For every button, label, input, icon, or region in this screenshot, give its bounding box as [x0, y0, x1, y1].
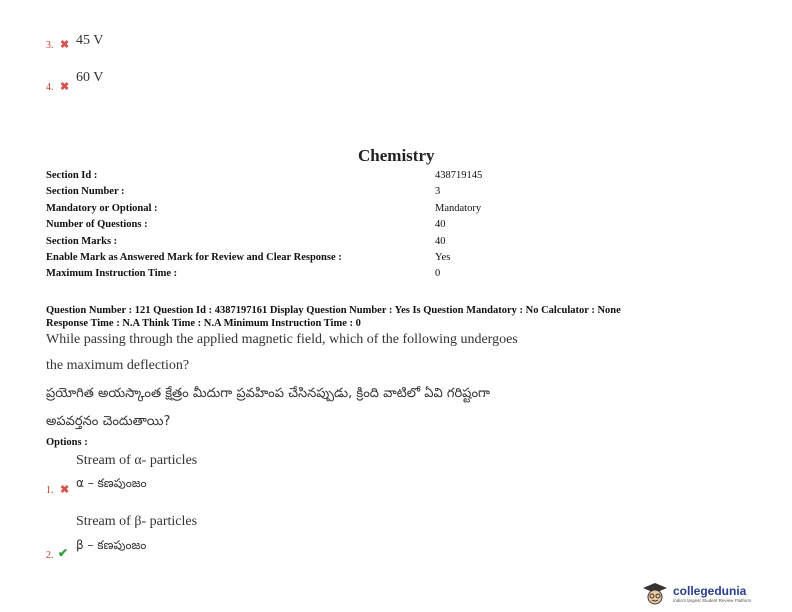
question-text-te-line2: అపవర్తనం చెందుతాయి? [46, 414, 171, 429]
enable-mark-label: Enable Mark as Answered Mark for Review and Clear Response : [46, 252, 342, 263]
check-icon: ✔ [58, 546, 69, 560]
question-meta-line2: Response Time : N.A Think Time : N.A Minimum Instruction Time : 0 [46, 318, 361, 329]
section-marks-value: 40 [435, 236, 446, 247]
collegedunia-logo [640, 580, 751, 606]
logo-name: collegedunia [673, 583, 747, 598]
mandatory-label: Mandatory or Optional : [46, 203, 158, 214]
question-text-en-line1: While passing through the applied magnetic field, which of the following undergoes [46, 332, 518, 347]
option-text-te: β – కణపుంజం [76, 538, 147, 552]
enable-mark-value: Yes [435, 252, 451, 263]
option-text-en: Stream of α- particles [76, 453, 198, 468]
cross-icon: ✖ [60, 484, 70, 496]
question-text-en-line2: the maximum deflection? [46, 358, 190, 373]
section-id-label: Section Id : [46, 170, 98, 181]
cross-icon: ✖ [60, 39, 70, 51]
question-text-te-line1: ప్రయోగిత అయస్కాంత క్షేత్రం మీదుగా ప్రవహింప చేసినప్పుడు, క్రింది వాటిలో ఏవి గరిష్టంగా [46, 386, 491, 401]
option-text-en: Stream of β- particles [76, 514, 198, 529]
graduate-mascot-icon [640, 580, 670, 606]
section-id-value: 438719145 [435, 170, 483, 181]
cross-icon: ✖ [60, 81, 70, 93]
option-number: 2. [46, 550, 54, 561]
num-questions-label: Number of Questions : [46, 219, 148, 230]
logo-tagline: India's largest Student Review Platform [673, 597, 752, 603]
max-instruction-label: Maximum Instruction Time : [46, 268, 178, 279]
question-meta-line1: Question Number : 121 Question Id : 4387197161 Display Question Number : Yes Is Question Mandatory : No Calculator : None [46, 305, 621, 316]
option-number: 4. [46, 82, 54, 93]
section-title: Chemistry [358, 146, 435, 165]
option-text: 60 V [76, 70, 104, 85]
max-instruction-value: 0 [435, 268, 441, 279]
num-questions-value: 40 [435, 219, 446, 230]
mandatory-value: Mandatory [435, 203, 482, 214]
section-marks-label: Section Marks : [46, 236, 118, 247]
section-number-value: 3 [435, 186, 441, 197]
option-number: 3. [46, 40, 54, 51]
section-number-label: Section Number : [46, 186, 125, 197]
option-text: 45 V [76, 33, 104, 48]
option-number: 1. [46, 485, 54, 496]
option-text-te: α – కణపుంజం [76, 476, 147, 490]
options-label: Options : [46, 437, 88, 448]
